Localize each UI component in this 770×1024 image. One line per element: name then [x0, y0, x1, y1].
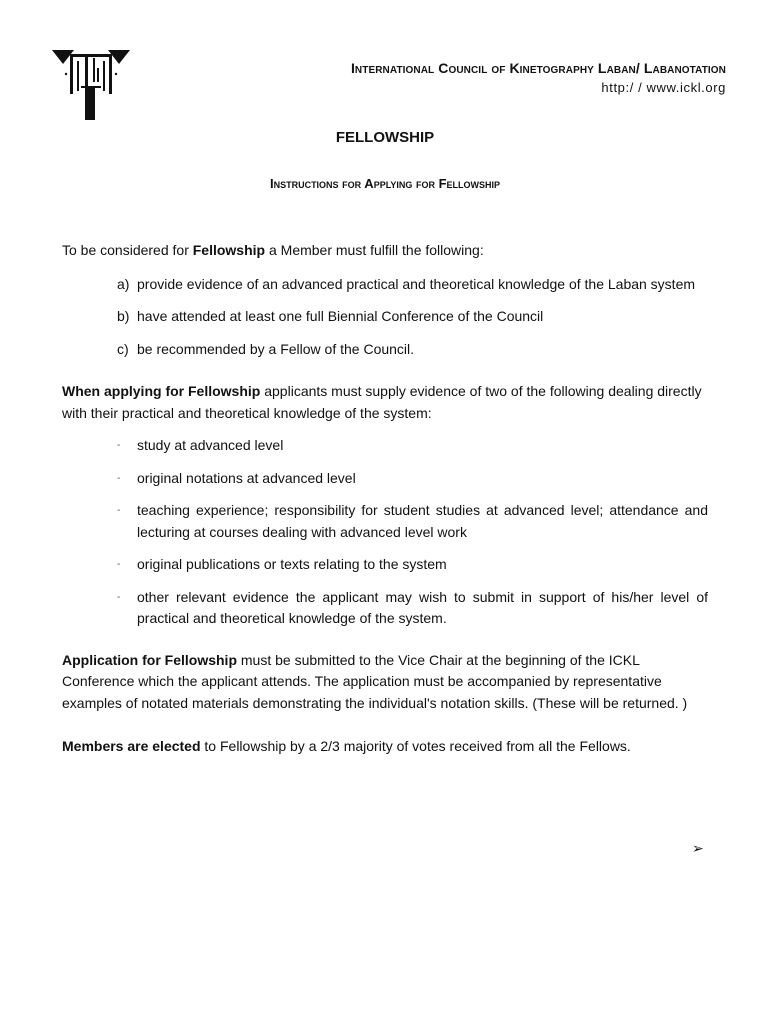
- next-page-arrow-icon: ➢: [692, 840, 704, 856]
- bullet-marker: -: [117, 440, 121, 451]
- requirement-item: [117, 274, 708, 296]
- applying-bold: When applying for Fellowship: [62, 383, 261, 399]
- requirement-marker: a): [117, 275, 130, 292]
- list-item: [117, 554, 708, 576]
- document-body: [62, 240, 708, 758]
- requirement-item: [117, 306, 708, 328]
- intro-bold: Fellowship: [192, 242, 266, 258]
- list-item: [117, 587, 708, 630]
- intro-paragraph: [62, 240, 708, 262]
- list-item: [117, 468, 708, 490]
- organization-name: International Council of Kinetography Laban/ Labanotation: [350, 60, 726, 76]
- applying-text: applicants must supply evidence of two of the following dealing directly with their practical and theoretical knowledge of the system:: [62, 383, 702, 421]
- list-item-text: original publications or texts relating to the system: [137, 556, 447, 572]
- organization-url[interactable]: http:/ / www.ickl.org: [601, 80, 726, 95]
- intro-suffix: a Member must fulfill the following:: [265, 242, 484, 258]
- list-item-text: study at advanced level: [137, 437, 284, 453]
- applying-paragraph: [62, 381, 708, 424]
- evidence-list: [62, 435, 708, 630]
- page-subtitle: Instructions for Applying for Fellowship: [269, 176, 501, 191]
- list-item-text: other relevant evidence the applicant may wish to submit in support of his/her level of practical and theoretical knowledge of the system.: [137, 588, 708, 626]
- list-item-text: teaching experience; responsibility for student studies at advanced level; attendance and lecturing at courses dealing with advanced level work: [137, 502, 708, 540]
- requirement-text: have attended at least one full Biennial Conference of the Council: [137, 308, 544, 324]
- requirement-marker: b): [117, 308, 130, 324]
- bullet-marker: -: [117, 472, 121, 484]
- page-title: FELLOWSHIP: [335, 129, 435, 146]
- application-bold: Application for Fellowship: [62, 651, 237, 668]
- ickl-logo-icon: [52, 48, 130, 122]
- list-item: [117, 435, 708, 457]
- list-item-text: original notations at advanced level: [137, 469, 356, 486]
- election-text: to Fellowship by a 2/3 majority of votes received from all the Fellows.: [200, 738, 631, 754]
- bullet-marker: -: [117, 591, 121, 603]
- list-item: [117, 500, 708, 543]
- intro-prefix: To be considered for: [62, 242, 193, 258]
- application-text: must be submitted to the Vice Chair at the beginning of the ICKL Conference which the applicant attends. The application must be accompanied by representative examples of notated materials demonstrating the individual's notation skills. (These will be returned. ): [62, 651, 688, 711]
- bullet-marker: -: [117, 559, 121, 570]
- bullet-marker: -: [117, 505, 121, 516]
- requirement-text: provide evidence of an advanced practical and theoretical knowledge of the Laban system: [137, 275, 696, 292]
- election-bold: Members are elected: [62, 738, 201, 754]
- requirement-item: [117, 339, 708, 361]
- requirement-text: be recommended by a Fellow of the Council.: [137, 340, 415, 357]
- election-paragraph: [62, 736, 708, 758]
- application-paragraph: [62, 650, 708, 715]
- requirement-marker: c): [117, 340, 129, 357]
